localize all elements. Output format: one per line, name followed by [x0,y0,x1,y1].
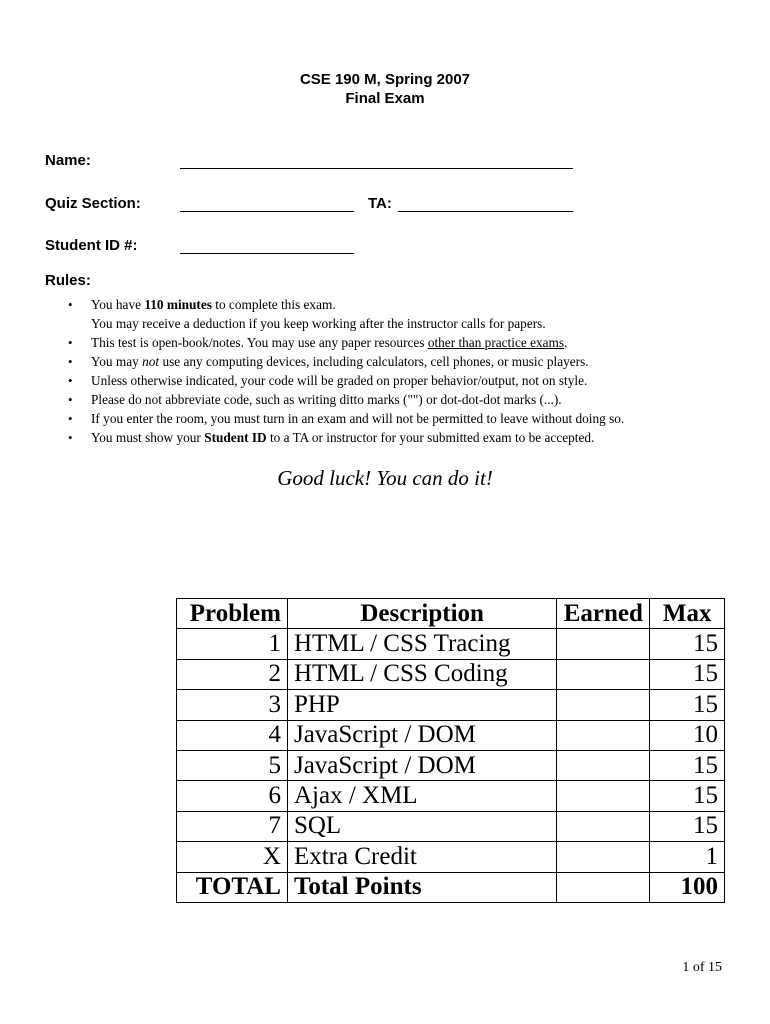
earned-cell[interactable] [557,720,650,750]
ta-label: TA: [368,195,392,212]
rule-item: • You must show your Student ID to a TA or instructor for your submitted exam to be accepted. [68,428,748,447]
table-row [177,659,725,689]
name-field[interactable] [180,168,573,169]
total-earned-cell[interactable] [557,872,650,902]
problem-cell: 5 [177,750,288,780]
rule-item: • Unless otherwise indicated, your code will be graded on proper behavior/output, not on style. [68,371,748,390]
description-cell: PHP [287,690,556,720]
student-id-label: Student ID #: [45,237,138,254]
total-row [177,872,725,902]
max-cell: 15 [650,750,725,780]
description-cell: Extra Credit [287,842,556,872]
header-max: Max [650,599,725,629]
description-cell: HTML / CSS Tracing [287,629,556,659]
description-cell: JavaScript / DOM [287,720,556,750]
description-cell: Ajax / XML [287,781,556,811]
total-description-cell: Total Points [287,872,556,902]
rule-item: • Please do not abbreviate code, such as writing ditto marks ("") or dot-dot-dot marks (...). [68,390,748,409]
description-cell: HTML / CSS Coding [287,659,556,689]
max-cell: 15 [650,659,725,689]
earned-cell[interactable] [557,781,650,811]
exam-header [0,70,770,108]
earned-cell[interactable] [557,750,650,780]
max-cell: 1 [650,842,725,872]
header-earned: Earned [557,599,650,629]
earned-cell[interactable] [557,690,650,720]
max-cell: 15 [650,690,725,720]
ta-field[interactable] [398,211,573,212]
rule-item: • This test is open-book/notes. You may use any paper resources other than practice exams. [68,333,748,352]
rule-item: • If you enter the room, you must turn in an exam and will not be permitted to leave without doing so. [68,409,748,428]
total-problem-cell: TOTAL [177,872,288,902]
rule-item: • You have 110 minutes to complete this exam. You may receive a deduction if you keep working after the instructor calls for papers. [68,295,748,333]
score-table [176,598,725,903]
earned-cell[interactable] [557,811,650,841]
max-cell: 10 [650,720,725,750]
rules-title: Rules: [45,272,91,289]
header-problem: Problem [177,599,288,629]
description-cell: SQL [287,811,556,841]
rules-list [68,295,748,447]
problem-cell: 2 [177,659,288,689]
description-cell: JavaScript / DOM [287,750,556,780]
table-row [177,690,725,720]
table-row [177,842,725,872]
good-luck-message: Good luck! You can do it! [277,466,493,490]
exam-title: Final Exam [345,90,425,107]
max-cell: 15 [650,629,725,659]
earned-cell[interactable] [557,842,650,872]
total-max-cell: 100 [650,872,725,902]
page-number: 1 of 15 [682,960,722,975]
problem-cell: 3 [177,690,288,720]
course-title: CSE 190 M, Spring 2007 [299,71,471,88]
max-cell: 15 [650,811,725,841]
earned-cell[interactable] [557,659,650,689]
table-row [177,750,725,780]
earned-cell[interactable] [557,629,650,659]
problem-cell: 6 [177,781,288,811]
table-row [177,720,725,750]
table-row [177,811,725,841]
quiz-section-field[interactable] [180,211,354,212]
student-id-field[interactable] [180,253,354,254]
table-row [177,781,725,811]
table-row [177,629,725,659]
rule-item: • You may not use any computing devices, including calculators, cell phones, or music players. [68,352,748,371]
quiz-section-label: Quiz Section: [45,195,141,212]
problem-cell: 1 [177,629,288,659]
problem-cell: 7 [177,811,288,841]
name-label: Name: [45,152,91,169]
max-cell: 15 [650,781,725,811]
header-description: Description [287,599,556,629]
problem-cell: X [177,842,288,872]
table-header-row [177,599,725,629]
problem-cell: 4 [177,720,288,750]
